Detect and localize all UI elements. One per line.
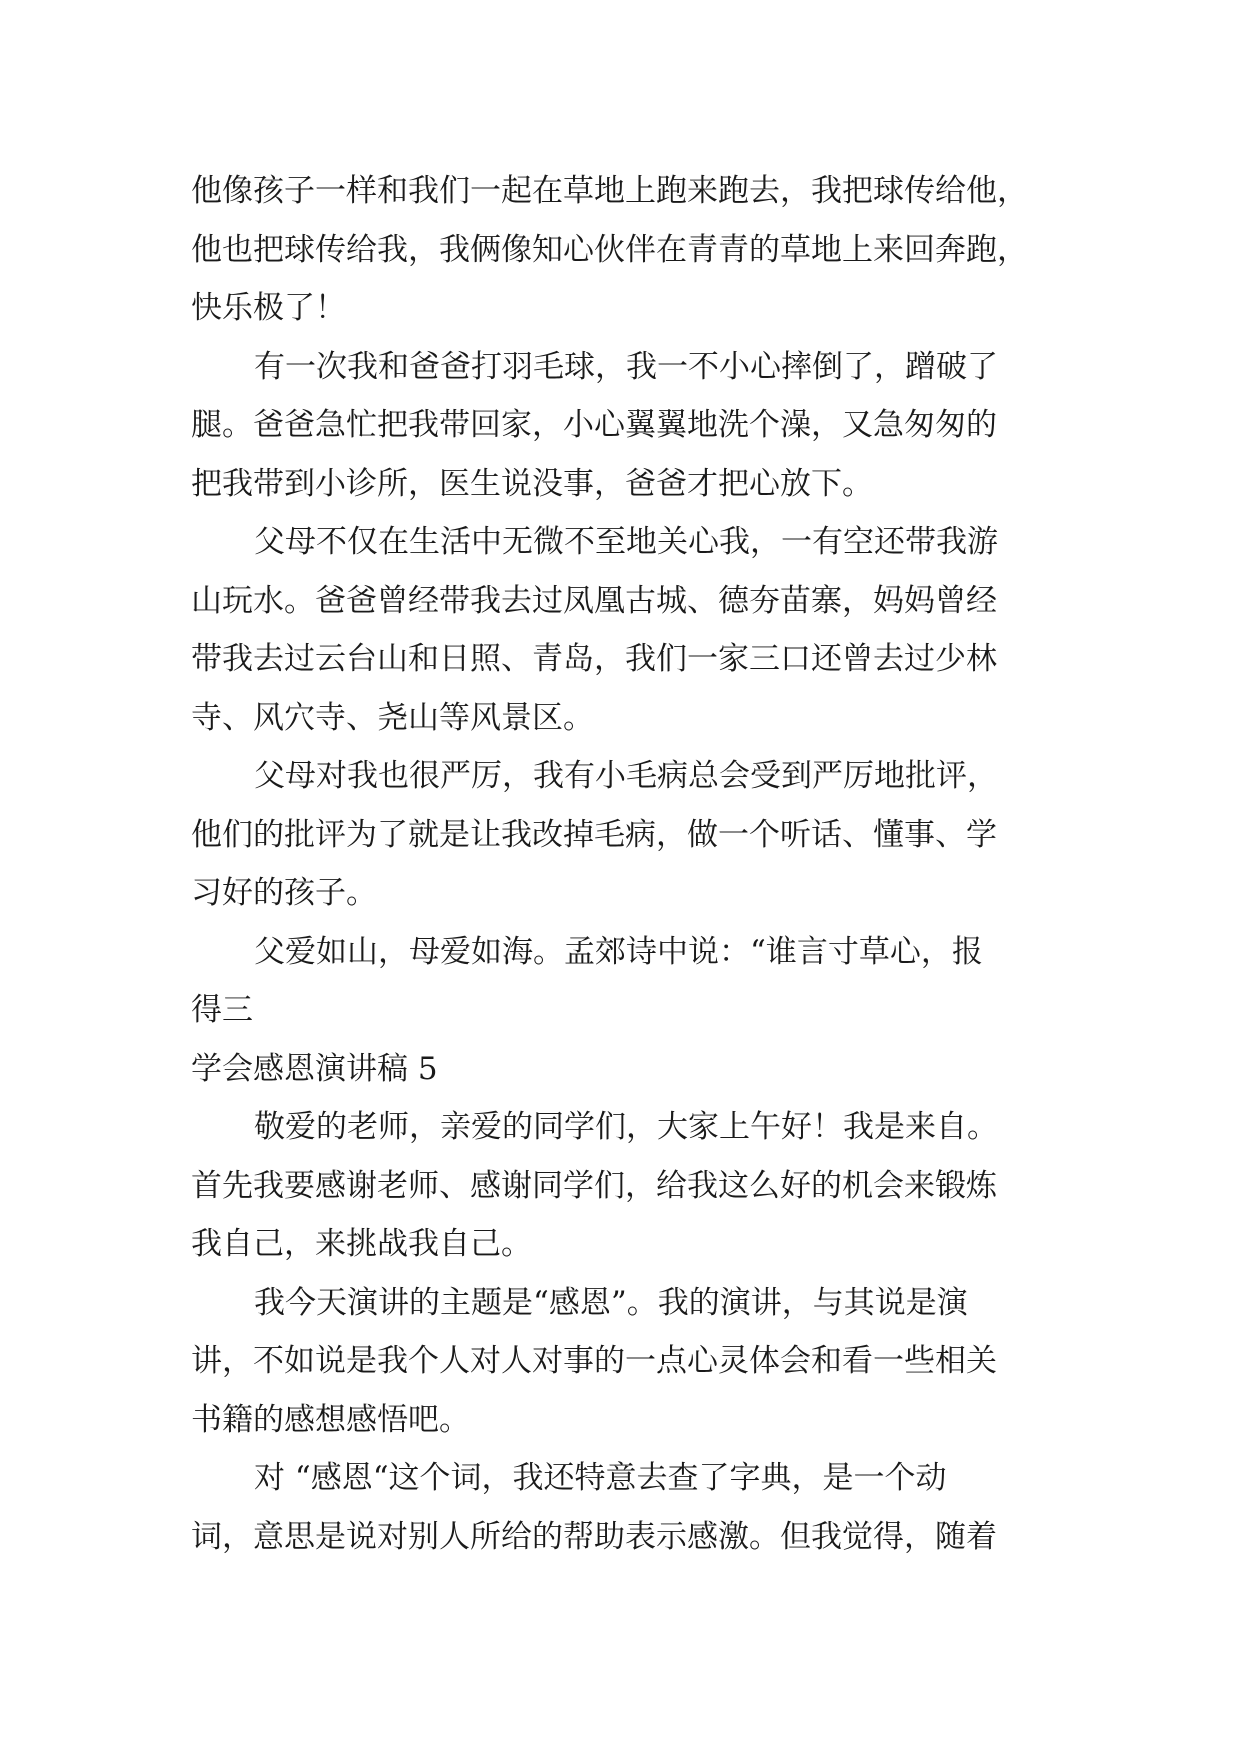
text-line: 习好的孩子。 — [191, 875, 377, 911]
text-line: 山玩水。爸爸曾经带我去过凤凰古城、德夯苗寨，妈妈曾经 — [191, 582, 997, 619]
text-line: 他也把球传给我，我俩像知心伙伴在青青的草地上来回奔跑， — [191, 231, 1028, 268]
document-body — [191, 162, 1091, 1566]
text-line: 腿。爸爸急忙把我带回家，小心翼翼地洗个澡，又急匆匆的 — [191, 407, 997, 443]
text-line: 得三 — [191, 992, 253, 1028]
text-line: 父爱如山，母爱如海。孟郊诗中说：“谁言寸草心，报 — [254, 933, 983, 970]
text-line: 对 “感恩“这个词，我还特意去查了字典，是一个动 — [254, 1460, 947, 1496]
text-line: 讲，不如说是我个人对人对事的一点心灵体会和看一些相关 — [191, 1343, 997, 1379]
text-line: 敬爱的老师，亲爱的同学们，大家上午好！我是来自。 — [254, 1109, 998, 1145]
text-line: 带我去过云台山和日照、青岛，我们一家三口还曾去过少林 — [191, 641, 997, 677]
text-line: 他像孩子一样和我们一起在草地上跑来跑去，我把球传给他， — [191, 173, 1028, 209]
text-line: 把我带到小诊所，医生说没事，爸爸才把心放下。 — [191, 465, 873, 502]
text-line: 我今天演讲的主题是“感恩”。我的演讲，与其说是演 — [254, 1284, 968, 1321]
section-heading: 学会感恩演讲稿 5 — [191, 1050, 438, 1087]
text-line: 我自己，来挑战我自己。 — [191, 1226, 532, 1262]
text-line: 快乐极了！ — [191, 290, 346, 326]
text-line: 首先我要感谢老师、感谢同学们，给我这么好的机会来锻炼 — [191, 1167, 997, 1204]
text-line: 有一次我和爸爸打羽毛球，我一不小心摔倒了，蹭破了 — [254, 348, 998, 385]
text-line: 他们的批评为了就是让我改掉毛病，做一个听话、懂事、学 — [191, 816, 997, 853]
text-line: 书籍的感想感悟吧。 — [191, 1401, 470, 1438]
text-line: 父母对我也很严厉，我有小毛病总会受到严厉地批评， — [254, 758, 998, 794]
text-line: 词，意思是说对别人所给的帮助表示感激。但我觉得，随着 — [191, 1518, 997, 1555]
text-line: 寺、风穴寺、尧山等风景区。 — [191, 699, 594, 736]
text-line: 父母不仅在生活中无微不至地关心我，一有空还带我游 — [254, 524, 998, 560]
